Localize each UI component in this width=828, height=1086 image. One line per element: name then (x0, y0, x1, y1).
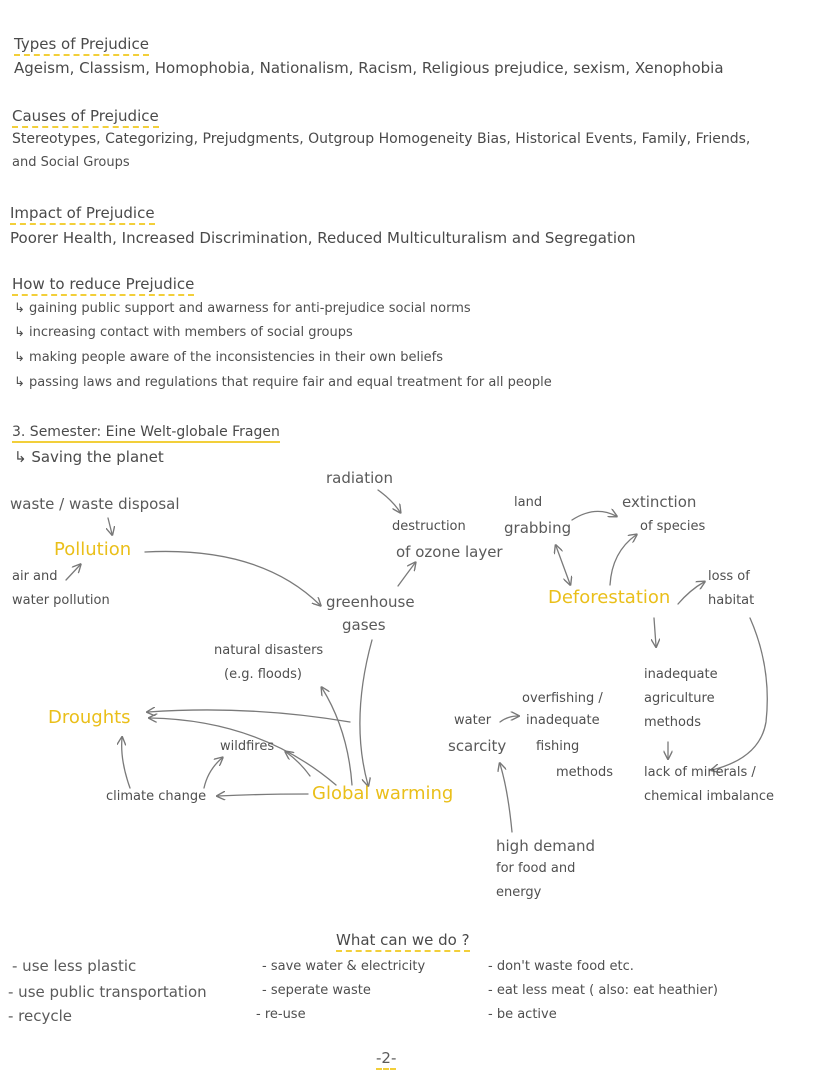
arrow-climate-droughts (122, 738, 130, 788)
arrow-land-deforestation (556, 546, 570, 584)
reduce-item: ↳ increasing contact with members of social groups (14, 325, 353, 340)
node-greenhouse-2: gases (342, 616, 386, 634)
node-loss-1: loss of (708, 569, 750, 584)
arrow-climate-wildfires (204, 758, 222, 788)
node-minerals-1: lack of minerals / (644, 765, 756, 780)
node-global-warming: Global warming (312, 783, 454, 804)
node-agri-1: inadequate (644, 667, 718, 682)
node-agri-3: methods (644, 715, 701, 730)
arrow-overfishing-water (500, 716, 518, 722)
arrow-waste-pollution (108, 518, 112, 534)
arrow-deforestation-loss (678, 582, 704, 604)
arrow-greenhouse-ozone (398, 563, 415, 586)
arrow-radiation-ozone (378, 490, 400, 512)
causes-heading: Causes of Prejudice (12, 108, 159, 128)
page-number: -2- (376, 1050, 396, 1070)
arrow-globalwarming-climate (218, 794, 308, 796)
node-agri-2: agriculture (644, 691, 715, 706)
action-item: - be active (488, 1007, 557, 1022)
action-item: - don't waste food etc. (488, 959, 634, 974)
node-radiation: radiation (326, 469, 393, 487)
impact-text: Poorer Health, Increased Discrimination, Reduced Multiculturalism and Segregation (10, 229, 636, 247)
node-overfishing-4: methods (556, 765, 613, 780)
node-overfishing-2: inadequate (526, 713, 600, 728)
action-item: - use public transportation (8, 983, 207, 1001)
node-natural-2: (e.g. floods) (224, 667, 302, 682)
node-extinction-2: of species (640, 519, 706, 534)
actions-heading: What can we do ? (336, 932, 470, 952)
reduce-item: ↳ gaining public support and awarness for anti-prejudice social norms (14, 301, 471, 316)
node-water-1: water (454, 713, 492, 728)
node-natural-1: natural disasters (214, 643, 324, 658)
node-extinction-1: extinction (622, 493, 697, 511)
arrow-greenhouse-globalwarming (360, 640, 372, 785)
arrow-land-extinction (572, 511, 616, 520)
node-ozone-1: destruction (392, 519, 466, 534)
arrow-air-pollution (66, 565, 80, 580)
reduce-item: ↳ passing laws and regulations that require fair and equal treatment for all people (14, 375, 552, 390)
semester-heading: 3. Semester: Eine Welt-globale Fragen (12, 425, 280, 443)
arrow-pollution-greenhouse (145, 551, 320, 605)
arrow-deforestation-agri (654, 618, 656, 646)
action-item: - save water & electricity (262, 959, 426, 974)
node-waste: waste / waste disposal (10, 495, 180, 513)
node-loss-2: habitat (708, 593, 755, 608)
node-wildfires: wildfires (220, 739, 275, 754)
action-item: - re-use (256, 1007, 306, 1022)
semester-subheading: ↳ Saving the planet (14, 448, 164, 466)
causes-text-line1: Stereotypes, Categorizing, Prejudgments, Outgroup Homogeneity Bias, Historical Events, Family, Friends, (12, 131, 751, 147)
arrow-demand-water (500, 764, 512, 832)
impact-heading: Impact of Prejudice (10, 205, 155, 225)
node-overfishing-1: overfishing / (522, 691, 603, 706)
node-air-water-1: air and (12, 569, 58, 584)
node-land-1: land (514, 495, 543, 510)
reduce-heading: How to reduce Prejudice (12, 276, 194, 296)
action-item: - eat less meat ( also: eat heathier) (488, 983, 718, 998)
node-overfishing-3: fishing (536, 739, 580, 754)
arrow-globalwarming-wildfires (286, 752, 310, 776)
node-demand-2: for food and (496, 861, 576, 876)
node-deforestation: Deforestation (548, 587, 671, 608)
node-water-2: scarcity (448, 737, 507, 755)
causes-text-line2: and Social Groups (12, 155, 130, 170)
arrow-deforestation-extinction (610, 535, 636, 585)
action-item: - use less plastic (12, 957, 137, 975)
node-droughts: Droughts (48, 707, 131, 728)
types-heading: Types of Prejudice (14, 36, 149, 56)
node-demand-3: energy (496, 885, 542, 900)
node-land-2: grabbing (504, 519, 572, 537)
node-pollution: Pollution (54, 539, 132, 560)
node-minerals-2: chemical imbalance (644, 789, 774, 804)
arrow-loss-minerals (712, 618, 767, 770)
node-greenhouse-1: greenhouse (326, 593, 415, 611)
action-item: - seperate waste (262, 983, 371, 998)
node-climate-change: climate change (106, 789, 207, 804)
types-text: Ageism, Classism, Homophobia, Nationalism, Racism, Religious prejudice, sexism, Xenophobia (14, 59, 724, 77)
node-demand-1: high demand (496, 837, 596, 855)
arrow-globalwarming-natural (322, 688, 352, 785)
action-item: - recycle (8, 1007, 73, 1025)
node-ozone-2: of ozone layer (396, 543, 503, 561)
reduce-item: ↳ making people aware of the inconsistencies in their own beliefs (14, 350, 444, 365)
node-air-water-2: water pollution (12, 593, 110, 608)
